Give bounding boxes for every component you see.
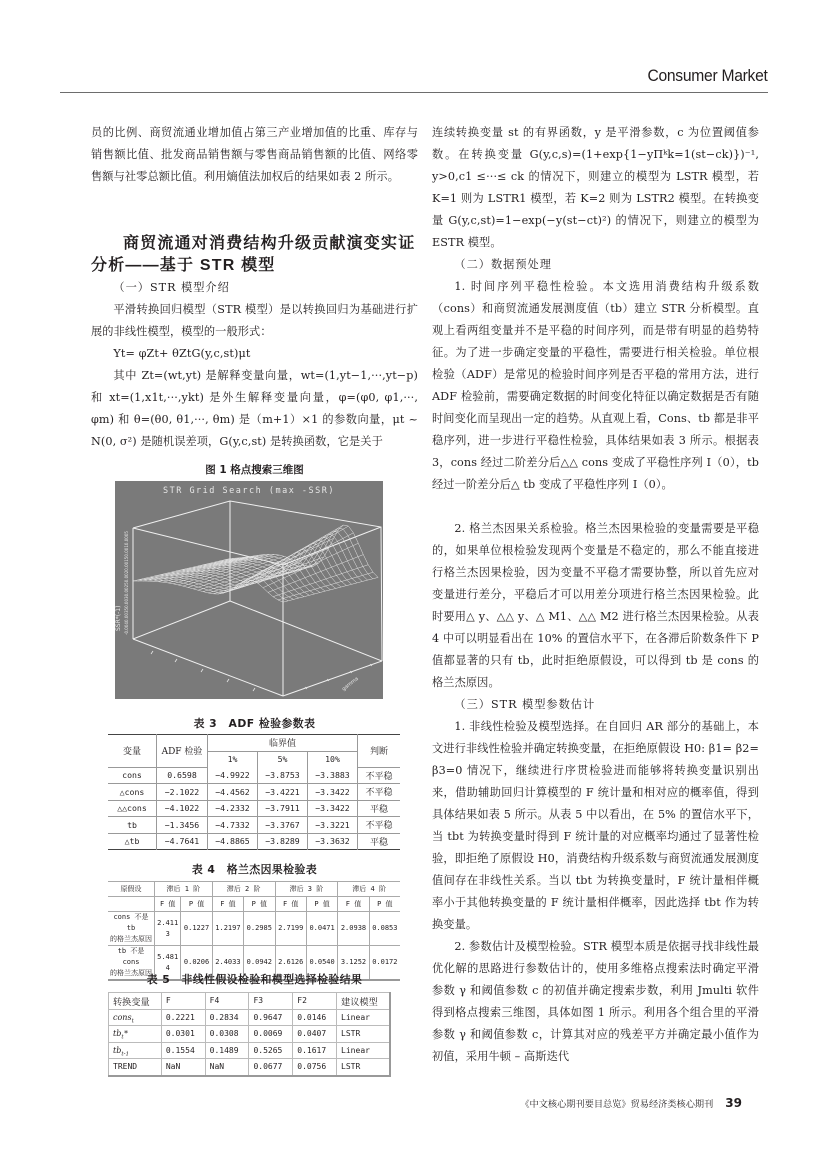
- cell-p-lag3: 0.0540: [306, 946, 337, 981]
- cell-p-lag4: 0.0172: [369, 946, 400, 981]
- header-lag4: 滞后 4 阶: [338, 882, 400, 897]
- page-footer: [520, 1096, 742, 1110]
- header-f: F 值: [275, 897, 306, 912]
- cell-crit-10: −3.3422: [308, 784, 358, 801]
- footer-journal-note: 《中文核心期刊要目总览》贸易经济类核心期刊: [520, 1099, 714, 1110]
- cell-variable: cons: [108, 767, 157, 784]
- cell-f: NaN: [161, 1059, 205, 1076]
- model-formula: Yt= φZt+ θZtG(y,c,st)μt: [113, 347, 251, 360]
- table-3-caption: 表 3 ADF 检验参数表: [193, 717, 316, 730]
- table-5-nonlinear: [108, 992, 391, 1077]
- variable-name: TREND: [113, 1062, 138, 1072]
- header-empty: [108, 897, 155, 912]
- table-row: [109, 1009, 391, 1026]
- header-p: P 值: [306, 897, 337, 912]
- stationarity-paragraph: 1. 时间序列平稳性检验。本文选用消费结构升级系数（cons）和商贸流通发展测度值（tb）建立 STR 分析模型。直观上看两组变量并不是平稳的时间序列，而是带有明显的趋势特征。为了进一步确定变量的平稳性，需要进行相关检验。单位根检验（ADF）是常见的检验时间序列是否平稳的常用方法，进行 ADF 检验前，需要确定数据的时间变化特征以确定数据是否有随时间变化而呈现出一定的趋势。从直观上看，Cons、tb 都是非平稳序列，进一步进行平稳性检验，具体结果如表 3 所示。根据表 3，cons 经过二阶差分后△△ cons 变成了平稳性序列 I（0），tb 经过一阶差分后△ tb 变成了平稳性序列 I（0）。: [432, 280, 759, 491]
- journal-section-title: Consumer Market: [647, 66, 768, 85]
- header-cell: F3: [249, 993, 293, 1010]
- variable-name: tb: [113, 1045, 122, 1055]
- cell-f-lag1: [155, 912, 181, 946]
- header-1pct: 1%: [208, 751, 258, 767]
- cell-f-lag4: 3.1252: [338, 946, 369, 981]
- subsection-title-3: （三）STR 模型参数估计: [454, 698, 596, 711]
- cell-model: Linear: [337, 1042, 390, 1059]
- cell-adf: −4.7641: [157, 833, 208, 850]
- table-5-caption: 表 5 非线性假设检验和模型选择检验结果: [146, 973, 363, 986]
- cell-f: 0.1554: [161, 1042, 205, 1059]
- cell-f-lag2: 2.4033: [212, 946, 243, 981]
- cell-judge: 不平稳: [358, 817, 401, 834]
- cell-f2: 0.0407: [293, 1026, 337, 1043]
- table-row: [108, 912, 400, 946]
- cell-f2: 0.0146: [293, 1009, 337, 1026]
- table-row: [109, 1026, 391, 1043]
- figure-1-caption: 图 1 格点搜索三维图: [205, 464, 304, 476]
- header-lag2: 滞后 2 阶: [212, 882, 275, 897]
- granger-paragraph: 2. 格兰杰因果关系检验。格兰杰因果检验的变量需要是平稳的，如果单位根检验发现两个变量是不稳定的，那么不能直接进行格兰杰因果检验，因为变量不平稳才需要协整，所以首先应对变量进行差分，平稳后才可以用差分项进行格兰杰因果检验。此时要用△ y、△△ y、△ M1、△△ M2 进行格兰杰因果检验。从表 4 中可以明显看出在 10% 的置信水平下，在各滞后阶数条件下 P 值都显著的只有 tb，此时拒绝原假设，可以得到 tb 是 cons 的格兰杰原因。: [432, 522, 759, 689]
- cell-crit-1: −4.4562: [208, 784, 258, 801]
- section-title: 商贸流通对消费结构升级贡献演变实证分析——基于 STR 模型: [91, 235, 416, 274]
- cell-p-lag2: 0.2985: [244, 912, 275, 946]
- table-row: [108, 767, 400, 784]
- table-4-granger: [108, 881, 400, 981]
- transition-function-paragraph: 连续转换变量 st 的有界函数，y 是平滑参数，c 为位置阈值参数。在转换变量 G(y,c,s)=(1+exp{1−yΠᵏk=1(st−ck)})⁻¹, y>0,c1 ≤···≤ ck 的情况下，则建立的模型为 LSTR 模型，若 K=1 则为 LSTR1 模型，若 K=2 则为 LSTR2 模型。在转换变量 G(y,c,st)=1−exp(−y(st−ct)²) 的情况下，则建立的模型为 ESTR 模型。: [432, 126, 759, 249]
- f-value-part-1: 5.481: [157, 952, 179, 961]
- header-critical: 临界值: [208, 735, 358, 752]
- cell-transition-variable: [109, 1009, 162, 1026]
- cell-f3: 0.9647: [249, 1009, 293, 1026]
- cell-adf: −2.1022: [157, 784, 208, 801]
- variables-paragraph: 其中 Zt=(wt,yt) 是解释变量向量，wt=(1,yt−1,···,yt−p) 和 xt=(1,x1t,···,ykt) 是外生解释变量向量，φ=(φ0, φ1,···, φm) 和 θ=(θ0, θ1,···, θm) 是（m+1）×1 的参数向量，μt ~ N(0, σ²) 是随机误差项，G(y,c,st) 是转换函数，它是关于: [91, 369, 418, 448]
- mesh-line: [278, 572, 373, 600]
- cell-f-lag4: 2.0938: [338, 912, 369, 946]
- cell-p-lag2: 0.0942: [244, 946, 275, 981]
- header-adf: ADF 检验: [157, 735, 208, 768]
- table-3-adf: [108, 734, 400, 850]
- intro-paragraph: 员的比例、商贸流通业增加值占第三产业增加值的比重、库存与销售额比值、批发商品销售额与零售商品销售额的比值、网络零售额与社零总额比值。利用熵值法加权后的结果如表 2 所示。: [91, 126, 418, 183]
- cell-judge: 平稳: [358, 800, 401, 817]
- cell-f3: 0.5265: [249, 1042, 293, 1059]
- hypothesis-line-1: tb 不是 cons: [117, 947, 145, 966]
- cell-f4: 0.0308: [205, 1026, 249, 1043]
- cell-hypothesis: [108, 912, 155, 946]
- mesh-line: [219, 531, 367, 580]
- header-cell: 建议模型: [337, 993, 390, 1010]
- cell-f: 0.0301: [161, 1026, 205, 1043]
- mesh-line: [133, 559, 230, 581]
- variable-subscript: t-1: [121, 1051, 130, 1058]
- bounding-box: [133, 501, 382, 696]
- page-number: 39: [725, 1096, 742, 1110]
- cell-adf: −4.1022: [157, 800, 208, 817]
- cell-p-lag1: 0.0206: [181, 946, 212, 981]
- cell-transition-variable: [109, 1042, 162, 1059]
- cell-f2: 0.1617: [293, 1042, 337, 1059]
- figure-1-grid-search-plot: [115, 481, 383, 699]
- gamma-axis-label: gamma: [341, 675, 360, 693]
- cell-p-lag1: 0.1227: [181, 912, 212, 946]
- cell-crit-1: −4.2332: [208, 800, 258, 817]
- nonlinearity-paragraph: 1. 非线性检验及模型选择。在自回归 AR 部分的基础上，本文进行非线性检验并确定转换变量，在拒绝原假设 H0: β1= β2= β3=0 情况下，继续进行序贯检验进而能够将转换变量识别出来，借助辅助回归计算模型的 F 统计量和相对应的概率值，得到具体结果如表 5 所示。从表 5 中以看出，在 5% 的置信水平下，当 tbt 为转换变量时得到 F 统计量的对应概率均通过了显著性检验，即拒绝了原假设 H0，消费结构升级系数与商贸流通发展测度值间存在非线性关系。当以 tbt 为转换变量时，F 统计量相伴概率小于其他转换变量的 F 统计量相伴概率，因此选择 tbt 作为转换变量。: [432, 720, 759, 931]
- f-value-part-2: 3: [165, 929, 170, 938]
- cell-crit-5: −3.8753: [258, 767, 308, 784]
- str-intro-paragraph: 平滑转换回归模型（STR 模型）是以转换回归为基础进行扩展的非线性模型，模型的一般形式：: [91, 303, 418, 338]
- hypothesis-line-1: cons 不是 tb: [113, 913, 149, 932]
- header-f: F 值: [212, 897, 243, 912]
- cell-crit-10: −3.3632: [308, 833, 358, 850]
- cell-model: Linear: [337, 1009, 390, 1026]
- table-row: [108, 817, 400, 834]
- cell-f-lag3: 2.7199: [275, 912, 306, 946]
- header-5pct: 5%: [258, 751, 308, 767]
- header-hypothesis: 原假设: [108, 882, 155, 897]
- header-p: P 值: [369, 897, 400, 912]
- cell-model: LSTR: [337, 1059, 390, 1076]
- table-row: [108, 800, 400, 817]
- header-cell: F: [161, 993, 205, 1010]
- cell-f4: 0.1489: [205, 1042, 249, 1059]
- cell-variable: △tb: [108, 833, 157, 850]
- cell-f4: 0.2834: [205, 1009, 249, 1026]
- cell-judge: 不平稳: [358, 767, 401, 784]
- table-header-row: [109, 993, 391, 1010]
- variable-name: tb: [113, 1029, 122, 1039]
- plot-title: STR Grid Search (max -SSR): [162, 486, 336, 496]
- parameter-estimation-paragraph: 2. 参数估计及模型检验。STR 模型本质是依据寻找非线性最优化解的思路进行参数估计的，使用多维格点搜索法时确定平滑参数 γ 和阈值参数 c 的初值并确定搜索步数，利用 Jmulti 软件得到格点搜索三维图，具体如图 1 所示。利用各个组合里的平滑参数 γ 和阈值参数 c，计算其对应的残差平方并确定最小值作为初值，采用牛顿 – 高斯迭代: [432, 940, 759, 1063]
- cell-crit-1: −4.8865: [208, 833, 258, 850]
- z-axis-ticks: -0.0040.00350.0030.00250.0020.00150.0010.0005: [125, 524, 130, 635]
- header-judge: 判断: [358, 735, 401, 768]
- header-cell: F2: [293, 993, 337, 1010]
- cell-f3: 0.0677: [249, 1059, 293, 1076]
- cell-crit-5: −3.7911: [258, 800, 308, 817]
- cell-adf: 0.6598: [157, 767, 208, 784]
- header-f: F 值: [155, 897, 181, 912]
- subsection-title-1: （一）STR 模型介绍: [113, 281, 230, 294]
- table-4-caption: 表 4 格兰杰因果检验表: [191, 863, 318, 876]
- cell-transition-variable: [109, 1026, 162, 1043]
- surface-plot-svg: [115, 481, 383, 699]
- table-row: [109, 1042, 391, 1059]
- cell-crit-10: −3.3221: [308, 817, 358, 834]
- cell-model: LSTR: [337, 1026, 390, 1043]
- table-row: [109, 1059, 391, 1076]
- f-value-part-1: 2.411: [157, 918, 179, 927]
- cell-f-lag3: 2.6126: [275, 946, 306, 981]
- cell-variable: △cons: [108, 784, 157, 801]
- cell-p-lag4: 0.0853: [369, 912, 400, 946]
- subsection-title-2: （二）数据预处理: [454, 258, 552, 271]
- cell-variable: tb: [108, 817, 157, 834]
- mesh-line: [248, 525, 344, 580]
- cell-judge: 平稳: [358, 833, 401, 850]
- mesh-line: [258, 533, 353, 584]
- table-row: [108, 833, 400, 850]
- z-axis-label: SSR*(-1): [115, 605, 122, 631]
- axis-ticks: [151, 651, 372, 691]
- header-p: P 值: [181, 897, 212, 912]
- header-lag1: 滞后 1 阶: [155, 882, 213, 897]
- cell-variable: △△cons: [108, 800, 157, 817]
- cell-crit-1: −4.7332: [208, 817, 258, 834]
- mesh-line: [165, 562, 314, 594]
- cell-f2: 0.0756: [293, 1059, 337, 1076]
- cell-crit-10: −3.3883: [308, 767, 358, 784]
- table-row: [108, 784, 400, 801]
- variable-suffix: *: [123, 1029, 129, 1039]
- cell-f4: NaN: [205, 1059, 249, 1076]
- cell-f3: 0.0069: [249, 1026, 293, 1043]
- mesh-line: [253, 526, 348, 580]
- f-value-part-2: 4: [165, 963, 170, 972]
- cell-judge: 不平稳: [358, 784, 401, 801]
- header-10pct: 10%: [308, 751, 358, 767]
- running-header: [60, 66, 768, 93]
- mesh-line: [158, 556, 255, 582]
- header-lag3: 滞后 3 阶: [275, 882, 338, 897]
- hypothesis-line-2: 的格兰杰原因: [110, 935, 152, 943]
- header-cell: 转换变量: [109, 993, 162, 1010]
- hypothesis-line-2: 的格兰杰原因: [110, 969, 152, 977]
- variable-subscript: t: [121, 1034, 124, 1041]
- cell-transition-variable: [109, 1059, 162, 1076]
- variable-subscript: t: [131, 1018, 134, 1025]
- cell-crit-1: −4.9922: [208, 767, 258, 784]
- cell-crit-5: −3.4221: [258, 784, 308, 801]
- variable-name: cons: [113, 1012, 132, 1022]
- header-variable: 变量: [108, 735, 157, 768]
- cell-crit-5: −3.3767: [258, 817, 308, 834]
- header-cell: F4: [205, 993, 249, 1010]
- mesh-line: [283, 577, 378, 602]
- header-p: P 值: [244, 897, 275, 912]
- cell-p-lag3: 0.0471: [306, 912, 337, 946]
- cell-adf: −1.3456: [157, 817, 208, 834]
- cell-crit-10: −3.3422: [308, 800, 358, 817]
- cell-crit-5: −3.8289: [258, 833, 308, 850]
- cell-f: 0.2221: [161, 1009, 205, 1026]
- header-f: F 值: [338, 897, 369, 912]
- cell-f-lag2: 1.2197: [212, 912, 243, 946]
